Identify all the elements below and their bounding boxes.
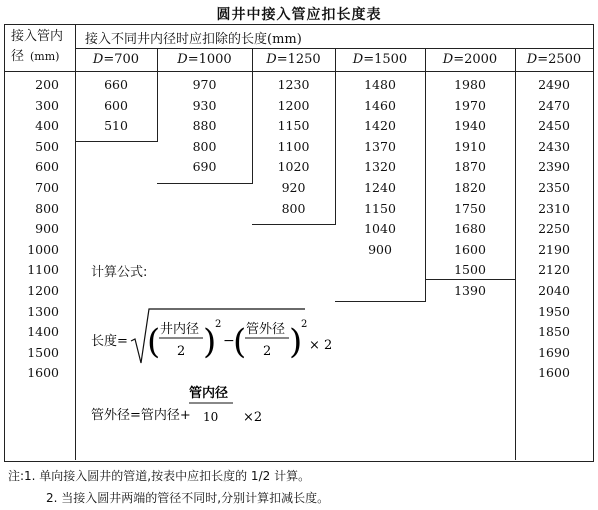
formula-pipe-inner: 管内径 xyxy=(189,386,229,401)
table-cell: 1150 xyxy=(364,200,396,216)
header-deduction: 接入不同井内径时应扣除的长度(mm) xyxy=(85,32,302,47)
table-cell: 660 xyxy=(104,77,128,92)
table-cell: 1040 xyxy=(364,221,396,237)
table-cell: 2310 xyxy=(538,200,570,216)
paren-open-2: ( xyxy=(233,322,247,362)
note-2: 2. 当接入圆井两端的管径不同时,分别计算扣减长度。 xyxy=(46,491,330,505)
table-cell: 2040 xyxy=(538,283,570,298)
table-cell: 2350 xyxy=(538,180,570,195)
formula-pipe-outer: 管外径 xyxy=(246,322,286,337)
table-cell: 1970 xyxy=(454,97,486,113)
table-cell: 600 xyxy=(104,97,128,113)
stair-h5 xyxy=(425,279,516,280)
formula-length-label: 长度= xyxy=(91,334,128,349)
table-cell: 1910 xyxy=(454,138,486,154)
table-cell: 1600 xyxy=(454,241,486,257)
table-cell: 1980 xyxy=(454,77,486,92)
table-cell: 2450 xyxy=(538,118,570,134)
length-formula xyxy=(85,305,345,375)
table-cell: 510 xyxy=(104,118,128,134)
col-header-700: D=700 xyxy=(92,52,140,67)
table-cell: 1680 xyxy=(454,221,486,237)
row-label: 1100 xyxy=(27,262,59,278)
table-cell: 1150 xyxy=(277,118,310,134)
paren-close-1: ) xyxy=(203,322,217,362)
paren-open-1: ( xyxy=(147,322,161,362)
outer-formula xyxy=(85,381,345,441)
table-cell: 1750 xyxy=(454,200,486,216)
table-cell: 1480 xyxy=(364,77,396,92)
table-cell: 1850 xyxy=(538,324,570,340)
col-header-1000: D=1000 xyxy=(177,52,232,67)
row-label: 800 xyxy=(35,200,59,216)
table-cell: 1600 xyxy=(538,365,570,381)
table-cell: 1950 xyxy=(538,303,570,319)
stair-h1 xyxy=(75,141,158,142)
row-label: 1300 xyxy=(27,303,59,319)
table-cell: 2120 xyxy=(538,262,570,278)
formula-label: 计算公式: xyxy=(91,265,148,280)
table-title: 圆井中接入管应扣长度表 xyxy=(216,7,382,23)
row-label: 700 xyxy=(35,180,59,195)
table-cell: 920 xyxy=(281,180,306,195)
table-cell: 2430 xyxy=(538,138,570,154)
table-cell: 690 xyxy=(192,159,217,175)
row-label: 1400 xyxy=(27,324,59,340)
table-cell: 1240 xyxy=(364,180,396,195)
stair-h2 xyxy=(157,183,253,184)
col-header-1250: D=1250 xyxy=(266,52,321,67)
formula-denominator-1: 2 xyxy=(177,344,186,359)
table-cell: 800 xyxy=(192,138,217,154)
col-header-1500: D=1500 xyxy=(352,52,408,67)
formula-denominator-2: 2 xyxy=(263,344,272,359)
length-table xyxy=(4,24,594,462)
row-label: 600 xyxy=(35,159,59,175)
table-cell: 900 xyxy=(368,241,392,257)
row-label: 400 xyxy=(35,118,59,134)
header-left-unit: (mm) xyxy=(30,50,60,63)
table-cell: 930 xyxy=(192,97,217,113)
table-cell: 1420 xyxy=(364,118,396,134)
table-cell: 2250 xyxy=(538,221,570,237)
col-header-2500: D=2500 xyxy=(526,52,582,67)
table-cell: 2190 xyxy=(538,241,570,257)
table-cell: 1500 xyxy=(454,262,486,278)
row-label: 1500 xyxy=(27,344,59,360)
table-cell: 1200 xyxy=(277,97,310,113)
table-cell: 1320 xyxy=(364,159,396,175)
formula-well-inner: 井内径 xyxy=(160,322,200,337)
table-cell: 1690 xyxy=(538,344,570,360)
table-cell: 2490 xyxy=(538,77,570,92)
stair-h4 xyxy=(335,301,426,302)
header-pipe-diameter xyxy=(5,25,77,71)
formula-times-two-b: ×2 xyxy=(243,410,263,425)
table-cell: 1390 xyxy=(454,283,486,298)
row-label: 300 xyxy=(35,97,59,113)
table-cell: 1230 xyxy=(277,77,310,92)
table-cell: 1460 xyxy=(364,97,396,113)
table-cell: 1940 xyxy=(454,118,486,134)
row-label: 500 xyxy=(35,138,59,154)
formula-square-2: 2 xyxy=(301,319,308,330)
formula-ten: 10 xyxy=(203,410,219,424)
table-cell: 1100 xyxy=(277,138,310,154)
stair-h3 xyxy=(252,224,336,225)
table-cell: 800 xyxy=(281,200,306,216)
row-label: 1200 xyxy=(27,283,59,298)
row-label: 900 xyxy=(35,221,59,237)
row-label: 200 xyxy=(35,77,59,92)
paren-close-2: ) xyxy=(289,322,303,362)
header-left-line2: 径 xyxy=(11,49,25,64)
row-label: 1000 xyxy=(27,241,59,257)
table-cell: 1820 xyxy=(454,180,486,195)
table-cell: 1370 xyxy=(364,138,396,154)
note-1: 注:1. 单向接入圆井的管道,按表中应扣长度的 1/2 计算。 xyxy=(8,469,311,483)
table-cell: 1870 xyxy=(454,159,486,175)
minus-sign: − xyxy=(223,333,235,349)
table-cell: 1020 xyxy=(277,159,310,175)
table-cell: 2470 xyxy=(538,97,570,113)
formula-times-two: × 2 xyxy=(309,338,333,353)
table-cell: 2390 xyxy=(538,159,570,175)
row-label: 1600 xyxy=(27,365,59,381)
header-left-line1: 接入管内 xyxy=(11,29,64,44)
table-cell: 970 xyxy=(192,77,217,92)
formula-outer-eq: 管外径=管内径+ xyxy=(91,408,191,423)
header-divider-2 xyxy=(5,71,593,72)
table-cell: 880 xyxy=(192,118,217,134)
formula-square-1: 2 xyxy=(215,319,222,330)
col-header-2000: D=2000 xyxy=(442,52,498,67)
